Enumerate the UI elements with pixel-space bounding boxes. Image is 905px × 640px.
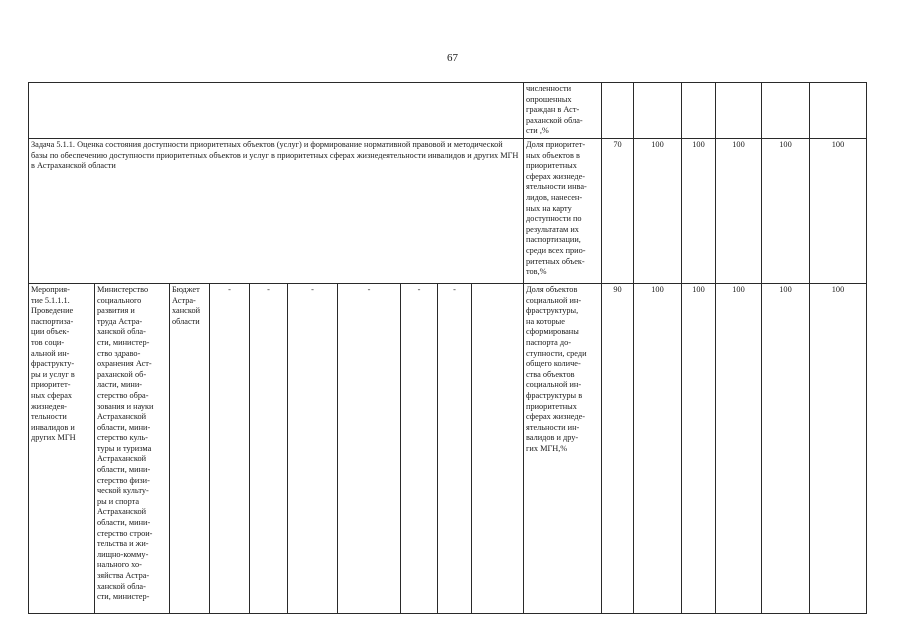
value-cell: 70 — [602, 138, 634, 283]
executor-cell: Министерство социального развития и труда Астра- ханской обла- сти, министер- ство здраво- охранения Аст- раханской об- ласти, мини- стерство обра- зования и науки Астраханской области, мини- стерство куль- туры и туризма Астраханской области, мини- стерство физи- ческой культу- ры и спорта Астраханской области, мини- стерство строи- тельства и жи- лищно-комму- нального хо- зяйства Астра- ханской обла- сти, министер- — [95, 283, 170, 613]
value-cell: 100 — [716, 138, 762, 283]
empty-cell — [472, 283, 524, 613]
task-description-cell: Задача 5.1.1. Оценка состояния доступности приоритетных объектов (услуг) и формирование нормативной правовой и методической базы по обеспечению доступности приоритетных объектов и услуг в приоритетных сферах жизнедеятельности инвалидов и других МГН в Астраханской области — [29, 138, 524, 283]
value-cell: 100 — [682, 283, 716, 613]
value-cell: 90 — [602, 283, 634, 613]
table-row-continuation — [29, 83, 867, 139]
value-cell: 100 — [762, 283, 810, 613]
value-cell: 100 — [762, 138, 810, 283]
funding-cell: - — [401, 283, 438, 613]
event-name-cell: Мероприя- тие 5.1.1.1. Проведение паспортиза- ции объек- тов соци- альной ин- фраструкту- ры и услуг в приоритет- ных сферах жизнедея- тельности инвалидов и других МГН — [29, 283, 95, 613]
funding-cell: - — [338, 283, 401, 613]
value-cell: 100 — [634, 283, 682, 613]
value-cell — [716, 83, 762, 139]
indicator-cell: Доля приоритет- ных объектов в приоритетных сферах жизнеде- ятельности инва- лидов, нанесен- ных на карту доступности по результатам их паспортизации, среди всех прио- ритетных объек- тов,% — [524, 138, 602, 283]
funding-source-cell: Бюджет Астра- ханской области — [170, 283, 210, 613]
value-cell: 100 — [810, 138, 867, 283]
value-cell: 100 — [810, 283, 867, 613]
value-cell — [634, 83, 682, 139]
table-row-task — [29, 138, 867, 283]
funding-cell: - — [288, 283, 338, 613]
page-number: 67 — [447, 52, 458, 64]
value-cell — [602, 83, 634, 139]
value-cell: 100 — [682, 138, 716, 283]
funding-cell: - — [250, 283, 288, 613]
value-cell — [762, 83, 810, 139]
value-cell: 100 — [716, 283, 762, 613]
funding-cell: - — [210, 283, 250, 613]
value-cell: 100 — [634, 138, 682, 283]
program-table — [28, 82, 867, 614]
empty-merged-cell — [29, 83, 524, 139]
value-cell — [810, 83, 867, 139]
funding-cell: - — [438, 283, 472, 613]
indicator-cell: численности опрошенных граждан в Аст- раханской обла- сти ,% — [524, 83, 602, 139]
value-cell — [682, 83, 716, 139]
indicator-cell: Доля объектов социальной ин- фраструктуры, на которые сформированы паспорта до- ступности, среди общего количе- ства объектов социальной ин- фраструктуры в приоритетных сферах жизнеде- ятельности ин- валидов и дру- гих МГН,% — [524, 283, 602, 613]
table-row-event — [29, 283, 867, 613]
